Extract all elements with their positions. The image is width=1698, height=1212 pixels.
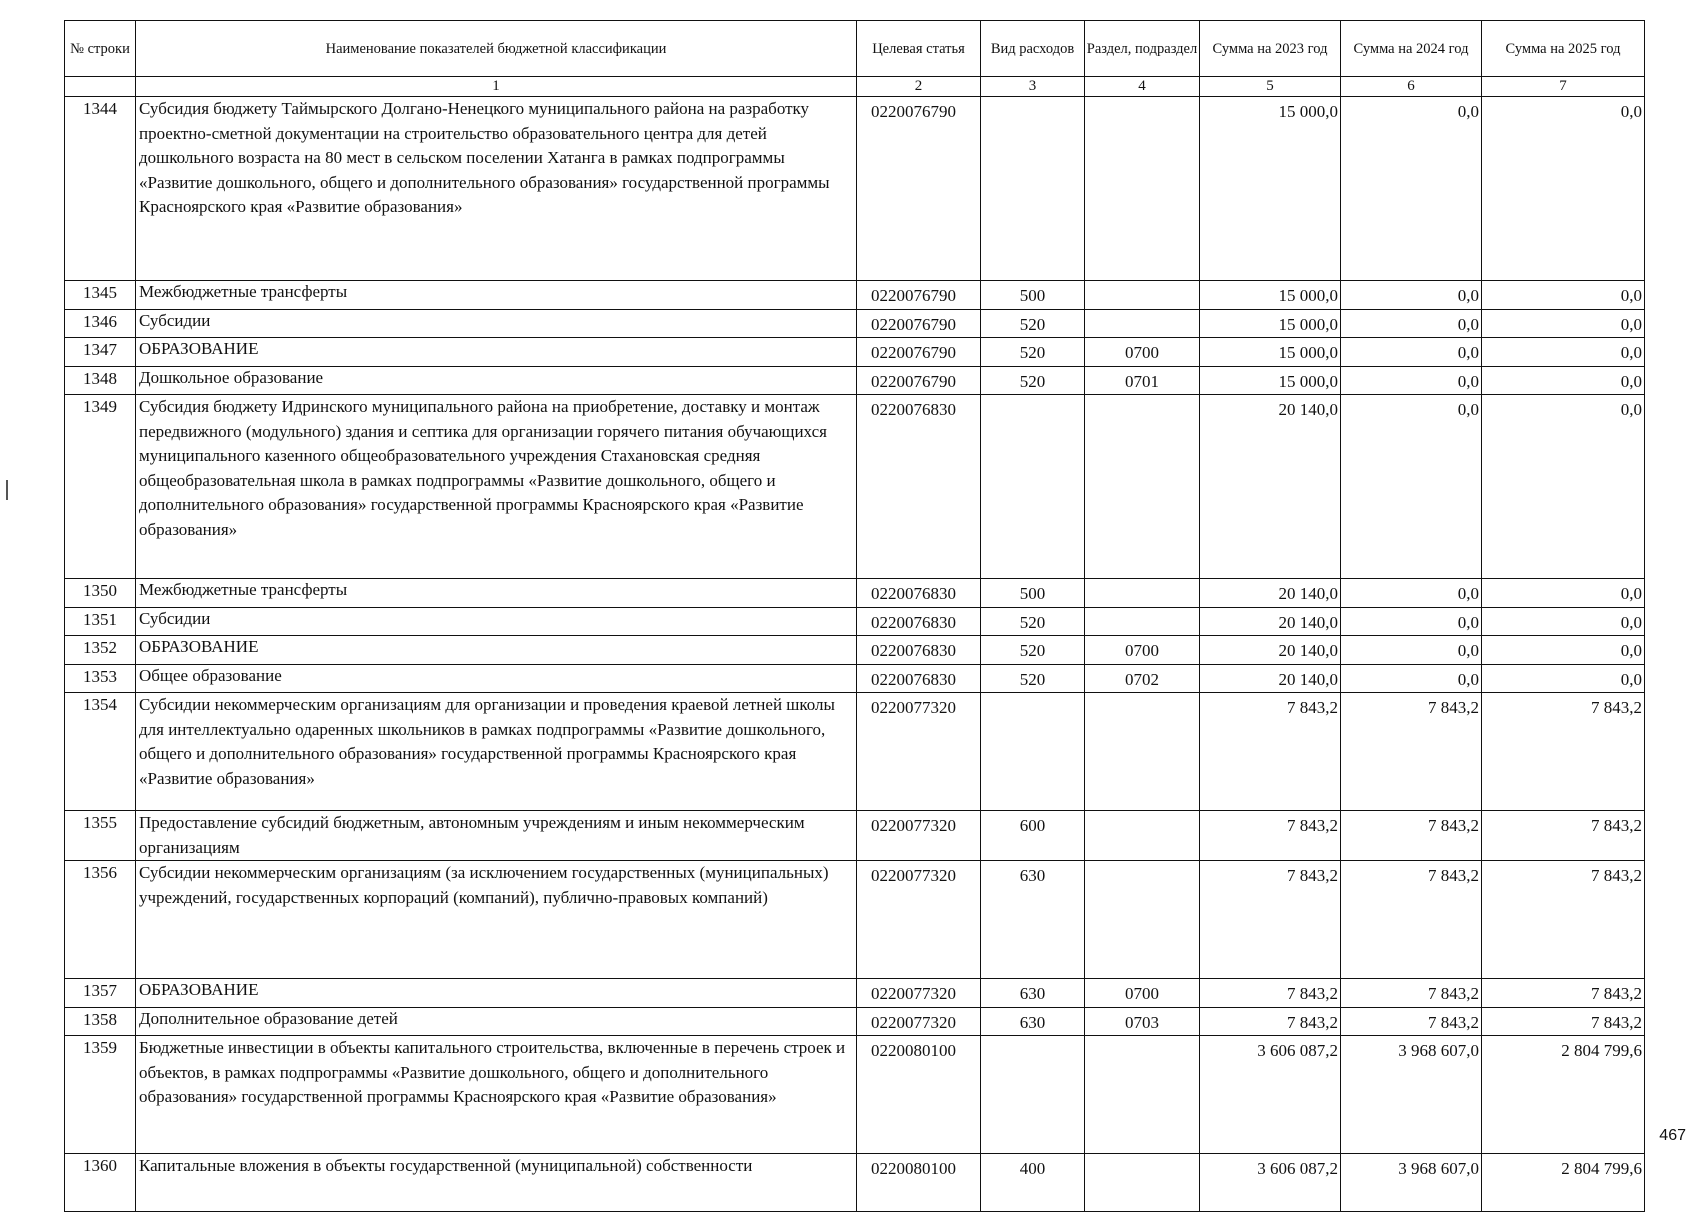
column-number: 2: [857, 77, 981, 97]
sum-2023: 3 606 087,2: [1200, 1036, 1341, 1154]
expense-kind: 520: [981, 338, 1085, 367]
table-body: [65, 97, 1645, 1212]
sum-2023: 15 000,0: [1200, 338, 1341, 367]
section-code: [1085, 281, 1200, 310]
table-row: [65, 97, 1645, 281]
sum-2023: 20 140,0: [1200, 664, 1341, 693]
expense-kind: 630: [981, 1007, 1085, 1036]
header-sum-2025: Сумма на 2025 год: [1482, 21, 1645, 77]
expense-kind: 520: [981, 366, 1085, 395]
section-code: [1085, 97, 1200, 281]
sum-2025: 7 843,2: [1482, 811, 1645, 861]
section-code: [1085, 811, 1200, 861]
expense-kind: 500: [981, 281, 1085, 310]
sum-2023: 7 843,2: [1200, 811, 1341, 861]
table-row: [65, 811, 1645, 861]
sum-2025: 0,0: [1482, 309, 1645, 338]
sum-2023: 15 000,0: [1200, 366, 1341, 395]
section-code: [1085, 861, 1200, 979]
sum-2023: 20 140,0: [1200, 395, 1341, 579]
indicator-name: Межбюджетные трансферты: [136, 579, 857, 608]
sum-2024: 7 843,2: [1341, 1007, 1482, 1036]
sum-2025: 0,0: [1482, 281, 1645, 310]
sum-2024: 0,0: [1341, 664, 1482, 693]
table-row: [65, 979, 1645, 1008]
expense-kind: [981, 693, 1085, 811]
header-section: Раздел, подраздел: [1085, 21, 1200, 77]
row-number: 1360: [65, 1154, 136, 1212]
sum-2024: 0,0: [1341, 579, 1482, 608]
table-row: [65, 1007, 1645, 1036]
sum-2025: 2 804 799,6: [1482, 1036, 1645, 1154]
section-code: 0700: [1085, 636, 1200, 665]
target-article: 0220076830: [857, 664, 981, 693]
header-target: Целевая статья: [857, 21, 981, 77]
sum-2023: 20 140,0: [1200, 636, 1341, 665]
row-number: 1347: [65, 338, 136, 367]
header-row-no: № строки: [65, 21, 136, 77]
target-article: 0220077320: [857, 811, 981, 861]
indicator-name: ОБРАЗОВАНИЕ: [136, 636, 857, 665]
sum-2023: 7 843,2: [1200, 1007, 1341, 1036]
expense-kind: [981, 97, 1085, 281]
row-number: 1354: [65, 693, 136, 811]
table-row: [65, 1154, 1645, 1212]
target-article: 0220076830: [857, 395, 981, 579]
sum-2024: 0,0: [1341, 338, 1482, 367]
sum-2025: 0,0: [1482, 366, 1645, 395]
column-number: 4: [1085, 77, 1200, 97]
table-row: [65, 693, 1645, 811]
section-code: [1085, 693, 1200, 811]
row-number: 1344: [65, 97, 136, 281]
table-row: [65, 395, 1645, 579]
row-number: 1359: [65, 1036, 136, 1154]
sum-2023: 7 843,2: [1200, 861, 1341, 979]
sum-2025: 2 804 799,6: [1482, 1154, 1645, 1212]
sum-2023: 3 606 087,2: [1200, 1154, 1341, 1212]
indicator-name: Субсидии: [136, 607, 857, 636]
sum-2023: 15 000,0: [1200, 97, 1341, 281]
row-number: 1353: [65, 664, 136, 693]
target-article: 0220076830: [857, 607, 981, 636]
table-row: [65, 1036, 1645, 1154]
sum-2024: 0,0: [1341, 309, 1482, 338]
table-row: [65, 636, 1645, 665]
header-row: [65, 21, 1645, 77]
expense-kind: 520: [981, 309, 1085, 338]
page-number: 467: [1659, 1127, 1686, 1144]
table-row: [65, 281, 1645, 310]
indicator-name: Бюджетные инвестиции в объекты капитального строительства, включенные в перечень строек и объектов, в рамках подпрограммы «Развитие дошкольного, общего и дополнительного образования» государственной программы Красноярского края «Развитие образования»: [136, 1036, 857, 1154]
section-code: [1085, 607, 1200, 636]
row-number: 1355: [65, 811, 136, 861]
section-code: [1085, 395, 1200, 579]
sum-2025: 0,0: [1482, 636, 1645, 665]
sum-2025: 7 843,2: [1482, 1007, 1645, 1036]
sum-2023: 15 000,0: [1200, 309, 1341, 338]
row-number: 1348: [65, 366, 136, 395]
sum-2025: 7 843,2: [1482, 979, 1645, 1008]
margin-mark: [6, 480, 8, 500]
indicator-name: ОБРАЗОВАНИЕ: [136, 979, 857, 1008]
row-number: 1351: [65, 607, 136, 636]
target-article: 0220080100: [857, 1036, 981, 1154]
sum-2025: 0,0: [1482, 579, 1645, 608]
target-article: 0220080100: [857, 1154, 981, 1212]
expense-kind: 630: [981, 979, 1085, 1008]
sum-2024: 0,0: [1341, 97, 1482, 281]
target-article: 0220077320: [857, 693, 981, 811]
indicator-name: Субсидия бюджету Таймырского Долгано-Ненецкого муниципального района на разработку проектно-сметной документации на строительство образовательного центра для детей дошкольного возраста на 80 мест в сельском поселении Хатанга в рамках подпрограммы «Развитие дошкольного, общего и дополнительного образования» государственной программы Красноярского края «Развитие образования»: [136, 97, 857, 281]
section-code: [1085, 579, 1200, 608]
indicator-name: Предоставление субсидий бюджетным, автономным учреждениям и иным некоммерческим организациям: [136, 811, 857, 861]
sum-2023: 7 843,2: [1200, 979, 1341, 1008]
target-article: 0220077320: [857, 861, 981, 979]
target-article: 0220076790: [857, 281, 981, 310]
sum-2024: 3 968 607,0: [1341, 1036, 1482, 1154]
row-number: 1357: [65, 979, 136, 1008]
header-name: Наименование показателей бюджетной классификации: [136, 21, 857, 77]
sum-2024: 0,0: [1341, 366, 1482, 395]
expense-kind: 520: [981, 607, 1085, 636]
target-article: 0220076830: [857, 579, 981, 608]
row-number: 1358: [65, 1007, 136, 1036]
indicator-name: Субсидии: [136, 309, 857, 338]
section-code: [1085, 1154, 1200, 1212]
column-number: 3: [981, 77, 1085, 97]
table-row: [65, 338, 1645, 367]
column-number: 7: [1482, 77, 1645, 97]
expense-kind: [981, 395, 1085, 579]
target-article: 0220076790: [857, 366, 981, 395]
table-row: [65, 607, 1645, 636]
expense-kind: 500: [981, 579, 1085, 608]
header-kind: Вид расходов: [981, 21, 1085, 77]
section-code: [1085, 309, 1200, 338]
expense-kind: 520: [981, 636, 1085, 665]
indicator-name: Субсидии некоммерческим организациям (за исключением государственных (муниципальных) учреждений, государственных корпораций (компаний), публично-правовых компаний): [136, 861, 857, 979]
indicator-name: Дошкольное образование: [136, 366, 857, 395]
sum-2024: 0,0: [1341, 281, 1482, 310]
column-number: [65, 77, 136, 97]
row-number: 1352: [65, 636, 136, 665]
sum-2025: 7 843,2: [1482, 861, 1645, 979]
sum-2023: 15 000,0: [1200, 281, 1341, 310]
column-number: 6: [1341, 77, 1482, 97]
table-row: [65, 309, 1645, 338]
expense-kind: 630: [981, 861, 1085, 979]
section-code: [1085, 1036, 1200, 1154]
column-number: 1: [136, 77, 857, 97]
row-number: 1349: [65, 395, 136, 579]
sum-2023: 7 843,2: [1200, 693, 1341, 811]
expense-kind: 600: [981, 811, 1085, 861]
section-code: 0703: [1085, 1007, 1200, 1036]
indicator-name: Субсидии некоммерческим организациям для организации и проведения краевой летней школы для интеллектуально одаренных школьников в рамках подпрограммы «Развитие дошкольного, общего и дополнительного образования» государственной программы Красноярского края «Развитие образования»: [136, 693, 857, 811]
sum-2025: 0,0: [1482, 97, 1645, 281]
expense-kind: 520: [981, 664, 1085, 693]
indicator-name: Субсидия бюджету Идринского муниципального района на приобретение, доставку и монтаж передвижного (модульного) здания и септика для организации горячего питания обучающихся муниципального казенного общеобразовательного учреждения Стахановская средняя общеобразовательная школа в рамках подпрограммы «Развитие дошкольного, общего и дополнительного образования» государственной программы Красноярского края «Развитие образования»: [136, 395, 857, 579]
sum-2023: 20 140,0: [1200, 607, 1341, 636]
target-article: 0220077320: [857, 1007, 981, 1036]
target-article: 0220076790: [857, 338, 981, 367]
indicator-name: Межбюджетные трансферты: [136, 281, 857, 310]
sum-2024: 0,0: [1341, 636, 1482, 665]
column-number: 5: [1200, 77, 1341, 97]
target-article: 0220077320: [857, 979, 981, 1008]
sum-2025: 0,0: [1482, 338, 1645, 367]
section-code: 0701: [1085, 366, 1200, 395]
expense-kind: [981, 1036, 1085, 1154]
target-article: 0220076790: [857, 97, 981, 281]
sum-2025: 0,0: [1482, 664, 1645, 693]
sum-2024: 0,0: [1341, 395, 1482, 579]
indicator-name: Капитальные вложения в объекты государственной (муниципальной) собственности: [136, 1154, 857, 1212]
row-number: 1350: [65, 579, 136, 608]
section-code: 0700: [1085, 338, 1200, 367]
table-row: [65, 366, 1645, 395]
indicator-name: Общее образование: [136, 664, 857, 693]
budget-table: [64, 20, 1645, 1212]
table-row: [65, 664, 1645, 693]
sum-2024: 3 968 607,0: [1341, 1154, 1482, 1212]
sum-2023: 20 140,0: [1200, 579, 1341, 608]
expense-kind: 400: [981, 1154, 1085, 1212]
sum-2024: 0,0: [1341, 607, 1482, 636]
budget-table-sheet: [64, 20, 1644, 1212]
row-number: 1356: [65, 861, 136, 979]
sum-2024: 7 843,2: [1341, 861, 1482, 979]
sum-2024: 7 843,2: [1341, 979, 1482, 1008]
section-code: 0702: [1085, 664, 1200, 693]
column-number-row: [65, 77, 1645, 97]
indicator-name: ОБРАЗОВАНИЕ: [136, 338, 857, 367]
sum-2025: 0,0: [1482, 395, 1645, 579]
sum-2024: 7 843,2: [1341, 693, 1482, 811]
target-article: 0220076790: [857, 309, 981, 338]
sum-2025: 7 843,2: [1482, 693, 1645, 811]
table-row: [65, 579, 1645, 608]
indicator-name: Дополнительное образование детей: [136, 1007, 857, 1036]
row-number: 1346: [65, 309, 136, 338]
row-number: 1345: [65, 281, 136, 310]
section-code: 0700: [1085, 979, 1200, 1008]
sum-2025: 0,0: [1482, 607, 1645, 636]
table-row: [65, 861, 1645, 979]
target-article: 0220076830: [857, 636, 981, 665]
sum-2024: 7 843,2: [1341, 811, 1482, 861]
header-sum-2023: Сумма на 2023 год: [1200, 21, 1341, 77]
header-sum-2024: Сумма на 2024 год: [1341, 21, 1482, 77]
